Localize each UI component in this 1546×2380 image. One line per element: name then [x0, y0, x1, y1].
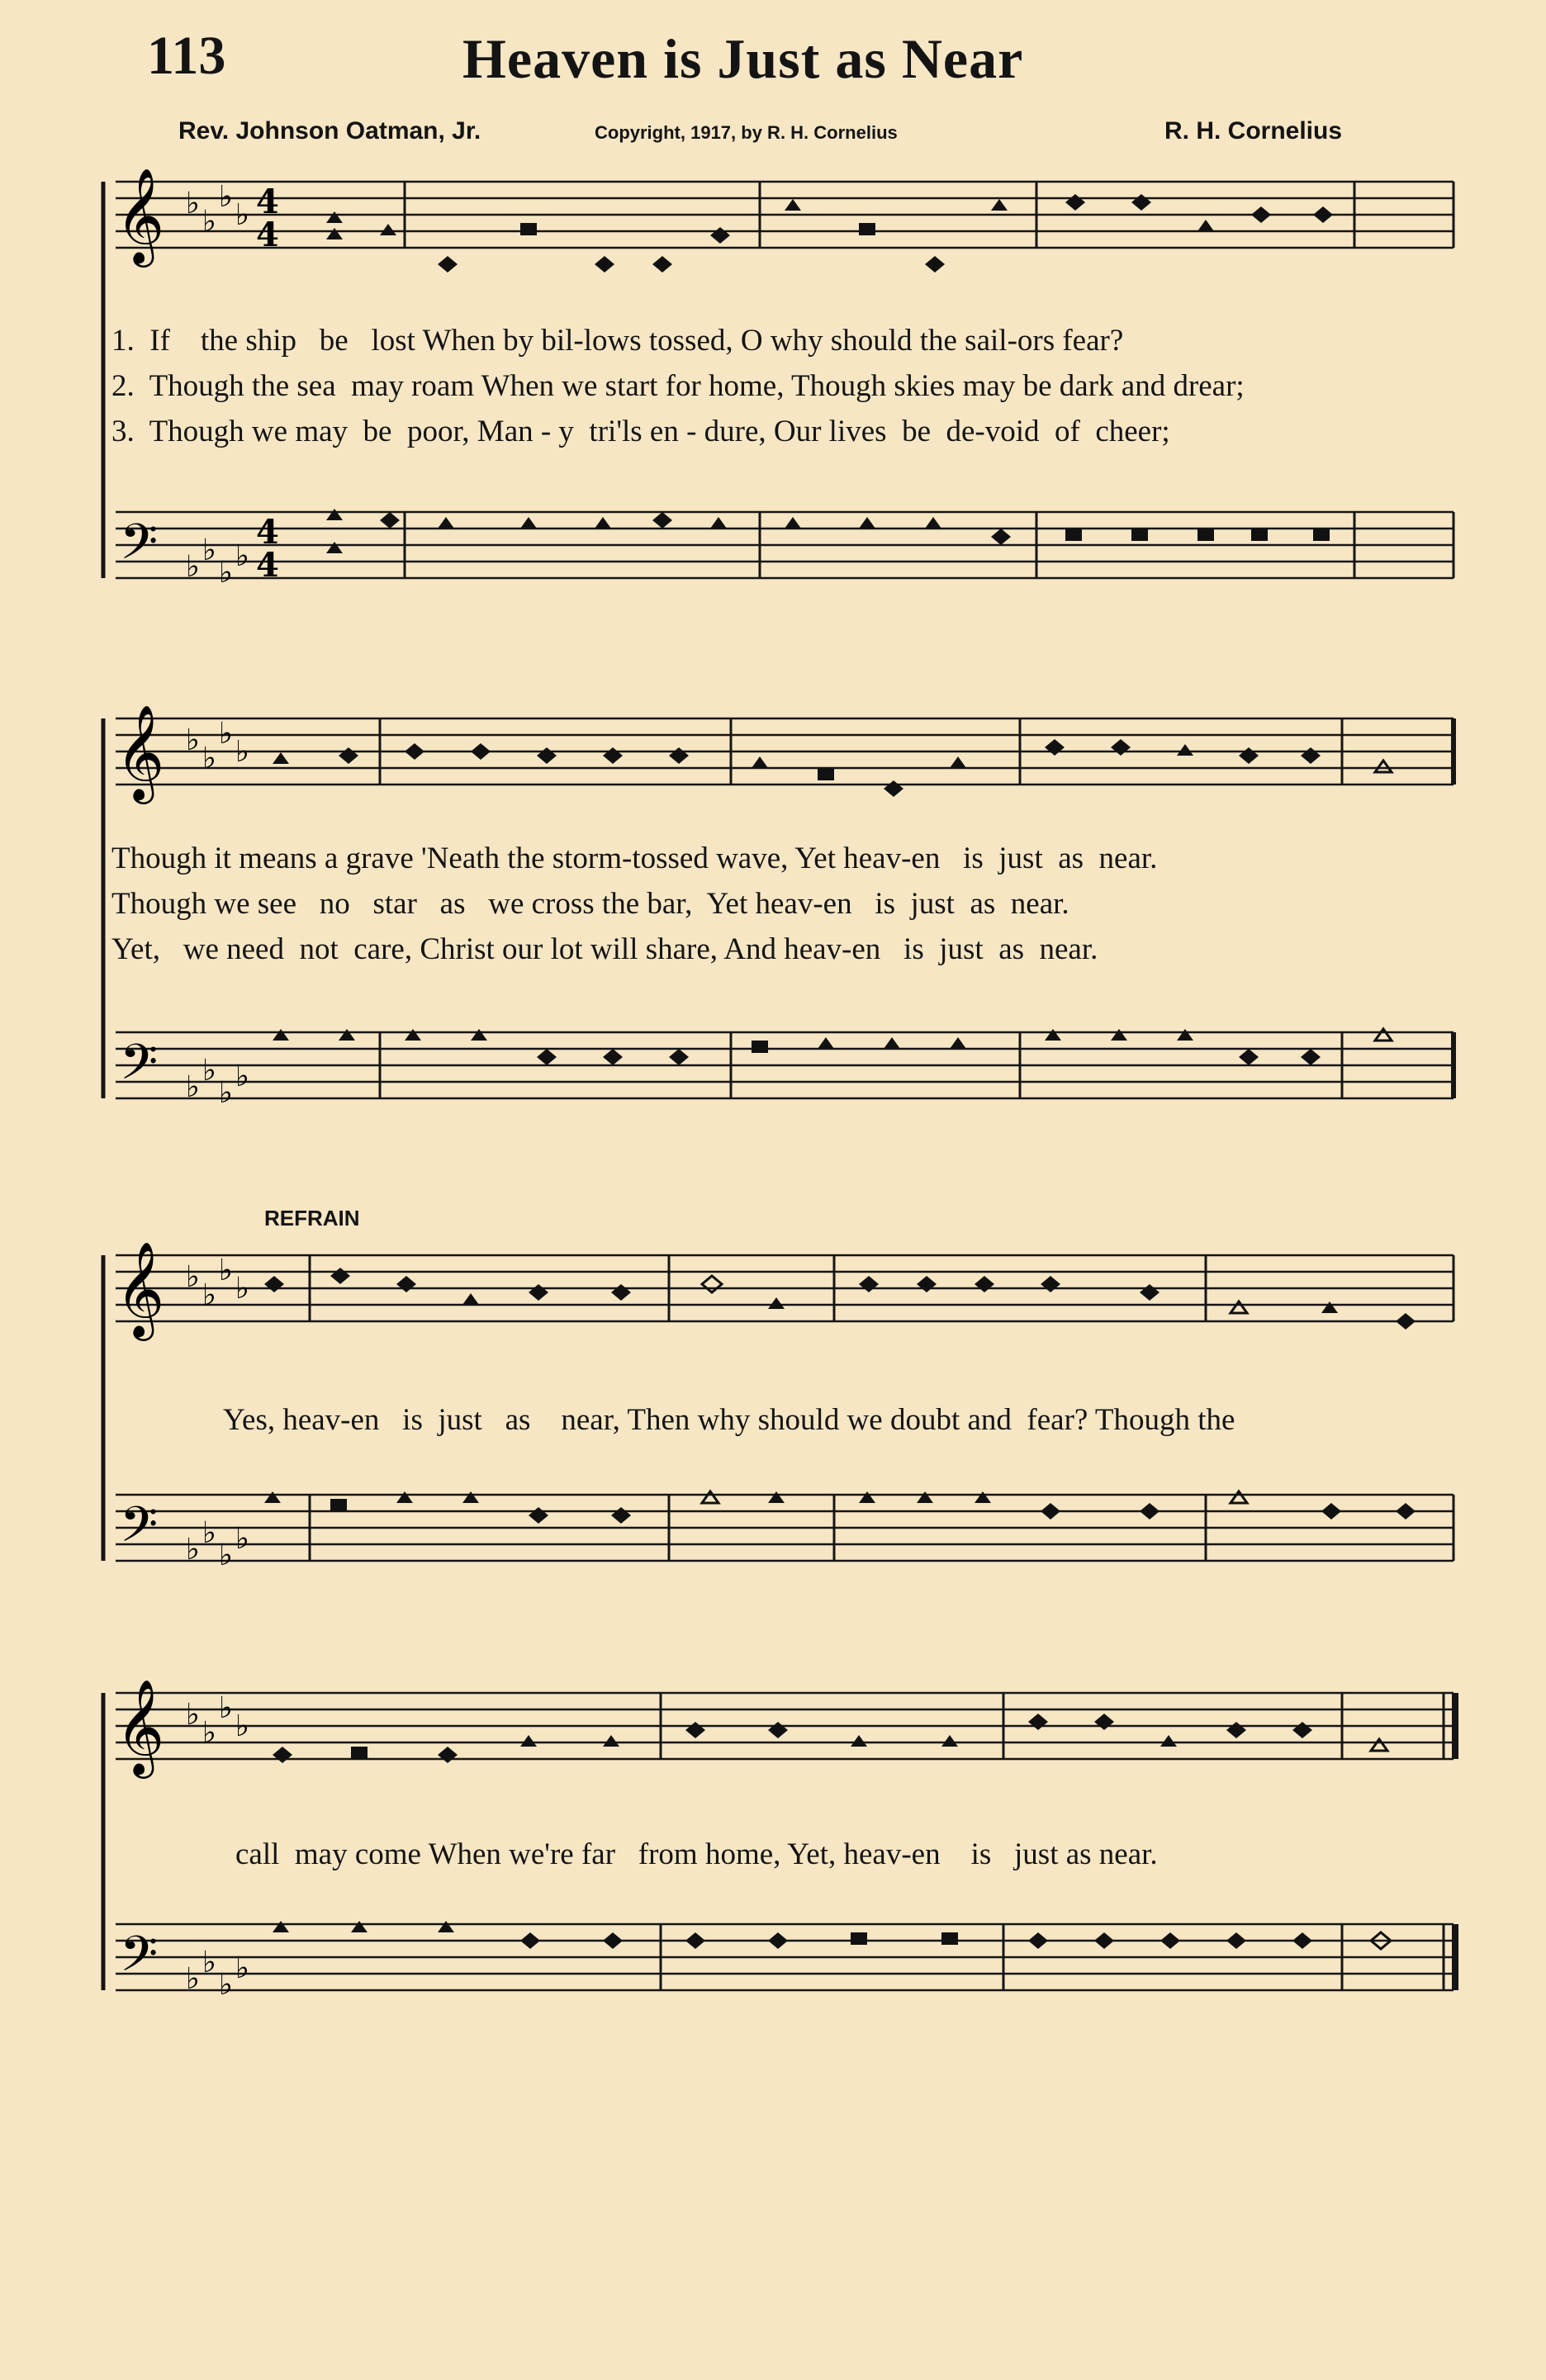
svg-text:♭: ♭: [219, 717, 233, 751]
svg-text:♭: ♭: [186, 1533, 200, 1567]
svg-text:♭: ♭: [235, 1272, 249, 1306]
treble-noteheads: [326, 194, 1333, 273]
composer-credit: R. H. Cornelius: [1164, 117, 1343, 145]
bass-staff: [116, 1032, 1454, 1098]
svg-text:♭: ♭: [219, 180, 233, 214]
treble-clef-icon: 𝄞: [116, 167, 165, 263]
svg-text:4: 4: [256, 513, 279, 552]
svg-text:♭: ♭: [235, 1060, 249, 1093]
lyric-line: Yet, we need not care, Christ our lot will share, And heav-en is just as near.: [111, 932, 1098, 966]
svg-text:♭: ♭: [235, 539, 249, 573]
svg-text:♭: ♭: [202, 742, 216, 775]
lyric-line: Though it means a grave 'Neath the storm-tossed wave, Yet heav-en is just as near.: [111, 842, 1158, 875]
svg-text:♭: ♭: [202, 1946, 216, 1979]
svg-text:♭: ♭: [235, 1951, 249, 1985]
lyric-line: 2. Though the sea may roam When we start for home, Though skies may be dark and drear;: [111, 369, 1245, 403]
hymn-number: 113: [147, 26, 226, 86]
svg-text:♭: ♭: [186, 550, 200, 584]
refrain-label: REFRAIN: [264, 1206, 360, 1230]
bass-staff: [116, 512, 1454, 578]
lyric-line: 1. If the ship be lost When by bil-lows tossed, O why should the sail-ors fear?: [111, 324, 1124, 358]
svg-text:♭: ♭: [235, 1709, 249, 1743]
svg-text:♭: ♭: [235, 1522, 249, 1556]
treble-noteheads: [273, 1714, 1387, 1763]
svg-text:♭: ♭: [186, 1070, 200, 1104]
bass-clef-icon: 𝄢: [120, 1496, 159, 1565]
bass-noteheads: [326, 509, 1330, 553]
svg-text:♭: ♭: [219, 1968, 233, 2002]
refrain-lyrics-system-3: [111, 1397, 1449, 1443]
svg-text:4: 4: [256, 546, 279, 585]
bass-noteheads: [273, 1029, 1392, 1065]
lyricist-credit: Rev. Johnson Oatman, Jr.: [178, 117, 481, 145]
lyric-line: Yes, heav-en is just as near, Then why should we doubt and fear? Though the: [223, 1403, 1235, 1437]
svg-text:♭: ♭: [202, 533, 216, 567]
svg-text:4: 4: [256, 183, 279, 221]
svg-text:♭: ♭: [219, 1538, 233, 1572]
svg-text:♭: ♭: [186, 1698, 200, 1732]
svg-text:♭: ♭: [186, 187, 200, 220]
bass-noteheads: [264, 1491, 1416, 1524]
treble-staff: [116, 1255, 1454, 1321]
svg-text:♭: ♭: [219, 556, 233, 590]
svg-text:♭: ♭: [202, 1054, 216, 1088]
treble-clef-icon: 𝄞: [116, 704, 165, 800]
copyright-notice: Copyright, 1917, by R. H. Cornelius: [595, 122, 898, 143]
svg-text:♭: ♭: [235, 735, 249, 769]
bass-clef-icon: 𝄢: [120, 513, 159, 582]
svg-text:♭: ♭: [186, 723, 200, 757]
svg-text:♭: ♭: [202, 1516, 216, 1550]
bass-staff: [116, 1924, 1454, 1990]
bass-staff: [116, 1495, 1454, 1561]
lyric-line: Though we see no star as we cross the bar, Yet heav-en is just as near.: [111, 887, 1069, 921]
verse-lyrics-system-1: [111, 318, 1449, 454]
svg-text:♭: ♭: [219, 1254, 233, 1287]
hymn-title: Heaven is Just as Near: [462, 27, 1024, 90]
svg-text:♭: ♭: [202, 1716, 216, 1750]
svg-text:♭: ♭: [202, 205, 216, 239]
svg-text:♭: ♭: [219, 1691, 233, 1725]
lyric-line: 3. Though we may be poor, Man - y tri'ls en - dure, Our lives be de-void of cheer;: [111, 415, 1170, 448]
svg-text:♭: ♭: [219, 1076, 233, 1110]
bass-clef-icon: 𝄢: [120, 1925, 159, 1994]
treble-staff: [116, 1693, 1454, 1759]
svg-text:♭: ♭: [202, 1278, 216, 1312]
svg-text:♭: ♭: [186, 1962, 200, 1996]
lyric-line: call may come When we're far from home, Yet, heav-en is just as near.: [235, 1837, 1158, 1871]
svg-text:♭: ♭: [186, 1260, 200, 1294]
verse-lyrics-system-2: [111, 836, 1449, 972]
treble-clef-icon: 𝄞: [116, 1678, 165, 1775]
refrain-lyrics-system-4: [111, 1832, 1449, 1877]
treble-clef-icon: 𝄞: [116, 1240, 165, 1337]
svg-text:♭: ♭: [235, 198, 249, 232]
svg-text:4: 4: [256, 216, 279, 254]
bass-clef-icon: 𝄢: [120, 1033, 159, 1102]
